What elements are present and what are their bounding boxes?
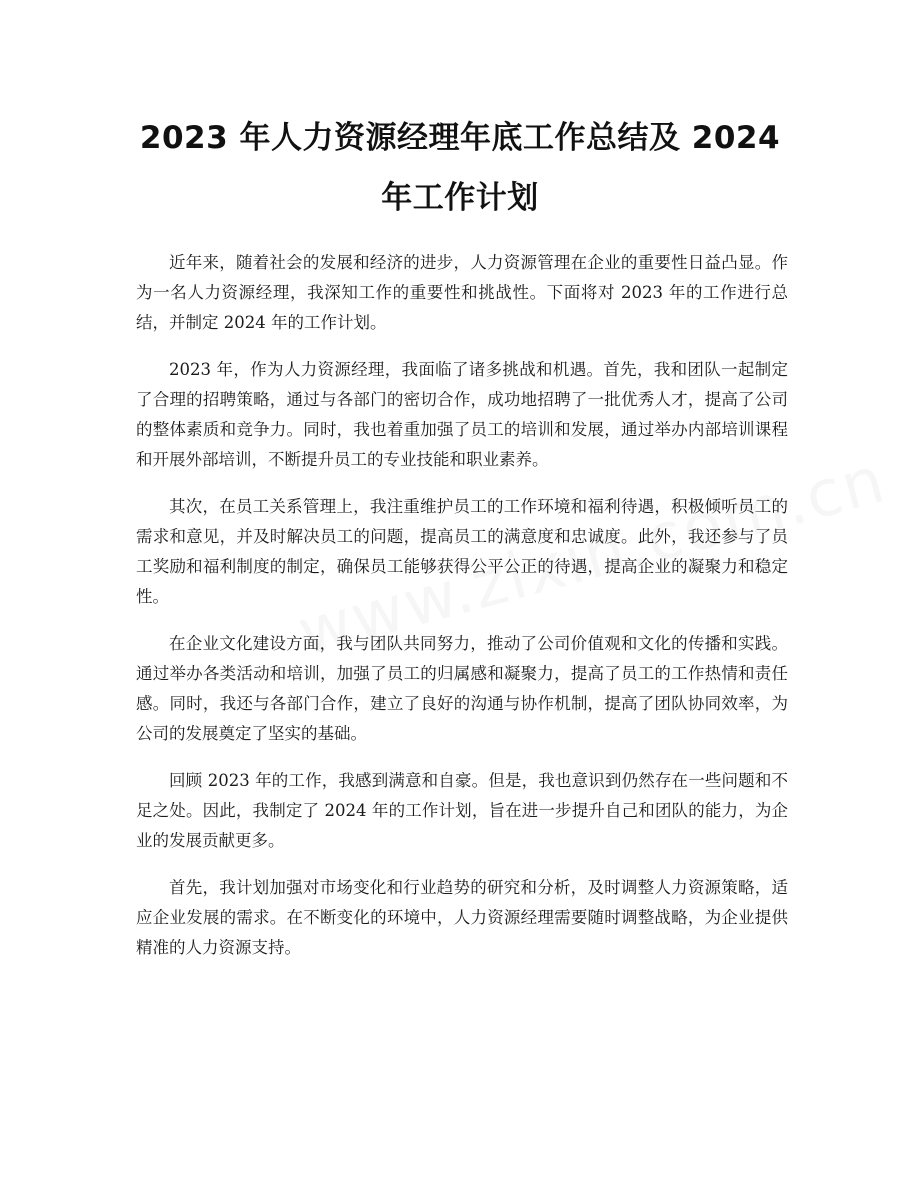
paragraph-2: 2023 年，作为人力资源经理，我面临了诸多挑战和机遇。首先，我和团队一起制定了合理的招聘策略，通过与各部门的密切合作，成功地招聘了一批优秀人才，提高了公司的整体素质和竞争力。同时，我也着重加强了员工的培训和发展，通过举办内部培训课程和开展外部培训，不断提升员工的专业技能和职业素养。 — [136, 360, 788, 469]
paragraph-6: 首先，我计划加强对市场变化和行业趋势的研究和分析，及时调整人力资源策略，适应企业发展的需求。在不断变化的环境中，人力资源经理需要随时调整战略，为企业提供精准的人力资源支持。 — [136, 878, 788, 957]
paragraph-4: 在企业文化建设方面，我与团队共同努力，推动了公司价值观和文化的传播和实践。通过举办各类活动和培训，加强了员工的归属感和凝聚力，提高了员工的工作热情和责任感。同时，我还与各部门合作，建立了良好的沟通与协作机制，提高了团队协同效率，为公司的发展奠定了坚实的基础。 — [136, 634, 788, 743]
document-title: 2023 年人力资源经理年底工作总结及 2024 年工作计划 — [139, 120, 781, 216]
paragraph-1: 近年来，随着社会的发展和经济的进步，人力资源管理在企业的重要性日益凸显。作为一名人力资源经理，我深知工作的重要性和挑战性。下面将对 2023 年的工作进行总结，并制定 2024 年的工作计划。 — [136, 253, 788, 332]
document-body — [136, 248, 788, 980]
paragraph-5: 回顾 2023 年的工作，我感到满意和自豪。但是，我也意识到仍然存在一些问题和不足之处。因此，我制定了 2024 年的工作计划，旨在进一步提升自己和团队的能力，为企业的发展贡献更多。 — [136, 771, 788, 850]
paragraph-3: 其次，在员工关系管理上，我注重维护员工的工作环境和福利待遇，积极倾听员工的需求和意见，并及时解决员工的问题，提高员工的满意度和忠诚度。此外，我还参与了员工奖励和福利制度的制定，确保员工能够获得公平公正的待遇，提高企业的凝聚力和稳定性。 — [136, 497, 788, 606]
